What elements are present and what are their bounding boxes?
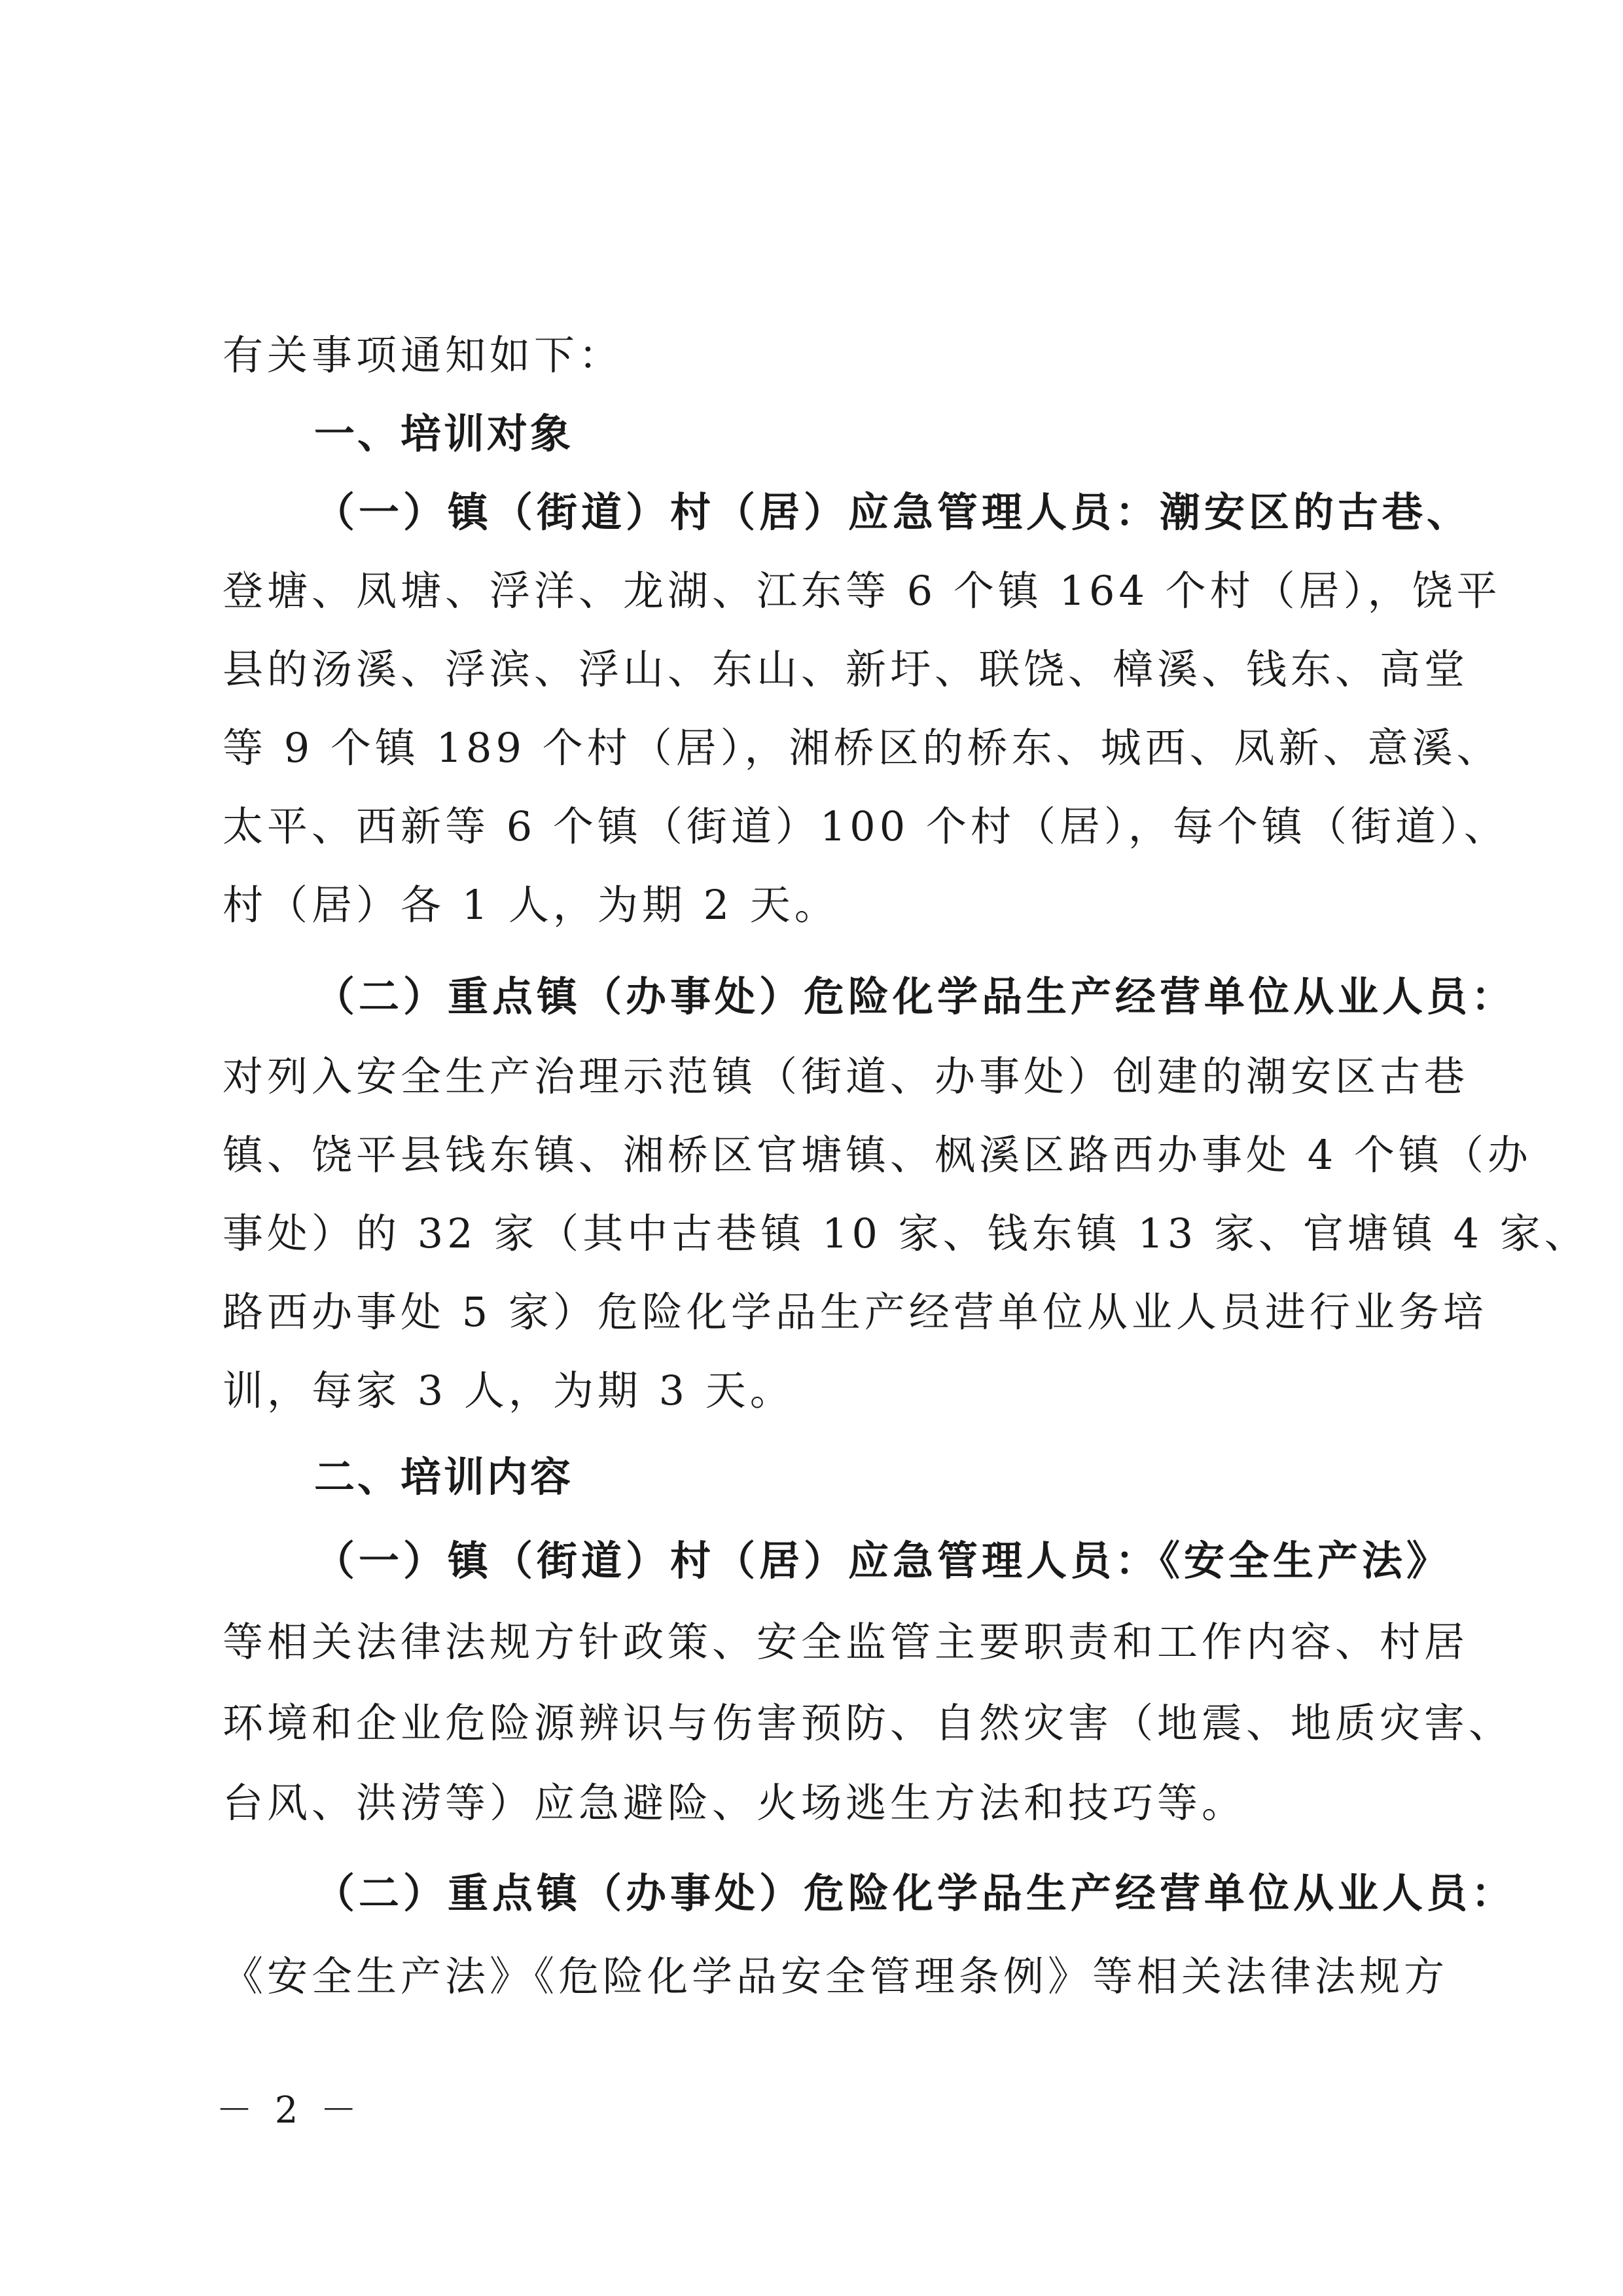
body-text-line: 等相关法律法规方针政策、安全监管主要职责和工作内容、村居 [223, 1618, 1469, 1666]
body-text-line: 路西办事处 5 家）危险化学品生产经营单位从业人员进行业务培 [223, 1288, 1488, 1336]
section-heading: 一、培训对象 [314, 410, 574, 457]
section-heading: 二、培训内容 [314, 1453, 574, 1501]
body-text-line: 太平、西新等 6 个镇（街道）100 个村（居），每个镇（街道）、 [223, 802, 1508, 850]
body-text-line: 县的汤溪、浮滨、浮山、东山、新圩、联饶、樟溪、钱东、高堂 [223, 645, 1469, 693]
body-text-line: 镇、饶平县钱东镇、湘桥区官塘镇、枫溪区路西办事处 4 个镇（办 [223, 1131, 1532, 1179]
body-text-line: 环境和企业危险源辨识与伤害预防、自然灾害（地震、地质灾害、 [223, 1699, 1514, 1747]
subsection-line: （一）镇（街道）村（居）应急管理人员：潮安区的古巷、 [314, 488, 1472, 536]
body-text-line: 等 9 个镇 189 个村（居），湘桥区的桥东、城西、凤新、意溪、 [223, 724, 1501, 772]
body-text-line: 对列入安全生产治理示范镇（街道、办事处）创建的潮安区古巷 [223, 1052, 1469, 1100]
subsection-line: （一）镇（街道）村（居）应急管理人员：《安全生产法》 [314, 1537, 1452, 1585]
body-text-line: 有关事项通知如下： [223, 331, 624, 379]
page-number: － 2 － [216, 2089, 363, 2132]
body-text-line: 登塘、凤塘、浮洋、龙湖、江东等 6 个镇 164 个村（居），饶平 [223, 567, 1501, 615]
body-text-line: 《安全生产法》《危险化学品安全管理条例》等相关法律法规方 [223, 1952, 1449, 2000]
body-text-line: 事处）的 32 家（其中古巷镇 10 家、钱东镇 13 家、官塘镇 4 家、 [223, 1210, 1589, 1257]
body-text-line: 训，每家 3 人，为期 3 天。 [223, 1367, 794, 1414]
subsection-line: （二）重点镇（办事处）危险化学品生产经营单位从业人员： [314, 973, 1516, 1020]
subsection-line: （二）重点镇（办事处）危险化学品生产经营单位从业人员： [314, 1869, 1516, 1917]
body-text-line: 台风、洪涝等）应急避险、火场逃生方法和技巧等。 [223, 1779, 1247, 1827]
body-text-line: 村（居）各 1 人，为期 2 天。 [223, 881, 839, 929]
